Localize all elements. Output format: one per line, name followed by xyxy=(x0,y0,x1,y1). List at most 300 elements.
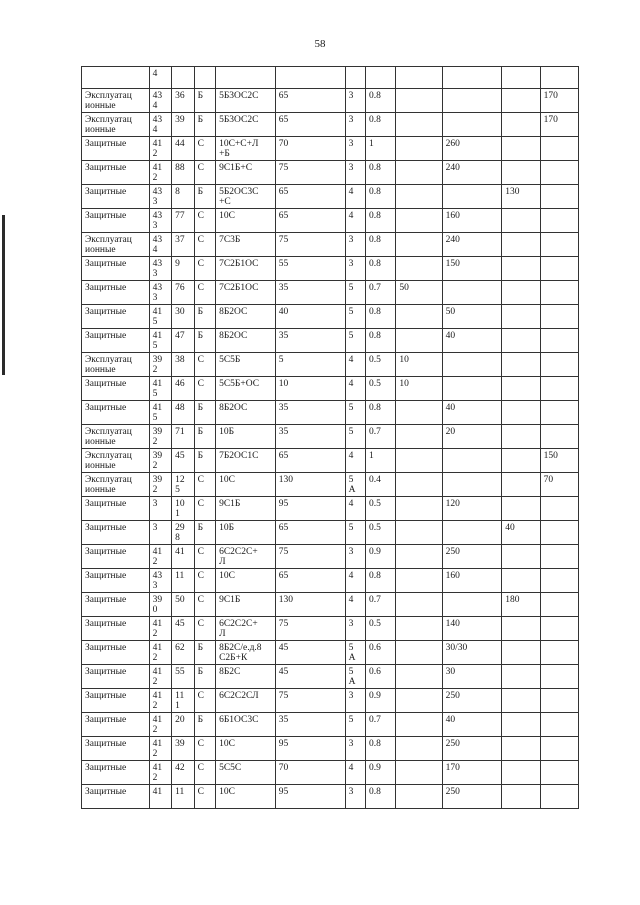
cell-density xyxy=(365,67,395,89)
cell-forest-category: Эксплуатац ионные xyxy=(82,233,150,257)
cell-quarter: 43 4 xyxy=(149,113,172,137)
cell-bonitet: 4 xyxy=(345,449,365,473)
cell-forest-category: Эксплуатац ионные xyxy=(82,89,150,113)
cell-species-group: Б xyxy=(194,113,215,137)
cell-stock-top xyxy=(540,137,578,161)
cell-stock-high xyxy=(502,737,540,761)
cell-species-group: Б xyxy=(194,401,215,425)
cell-stock-10 xyxy=(396,617,442,641)
cell-stock-mid xyxy=(442,353,502,377)
cell-density: 0.9 xyxy=(365,545,395,569)
cell-stock-mid: 240 xyxy=(442,161,502,185)
cell-plot xyxy=(172,67,195,89)
cell-stock-mid xyxy=(442,449,502,473)
cell-stock-mid xyxy=(442,473,502,497)
cell-species-group: Б xyxy=(194,89,215,113)
cell-plot: 48 xyxy=(172,401,195,425)
cell-stock-high xyxy=(502,425,540,449)
cell-density: 0.8 xyxy=(365,329,395,353)
cell-species-group: Б xyxy=(194,641,215,665)
cell-stock-mid: 250 xyxy=(442,689,502,713)
cell-stock-high: 40 xyxy=(502,521,540,545)
table-row xyxy=(82,641,579,665)
cell-composition: 10С xyxy=(216,785,276,809)
cell-composition: 5С5Б xyxy=(216,353,276,377)
cell-stock-10 xyxy=(396,593,442,617)
cell-bonitet: 5 xyxy=(345,329,365,353)
cell-age: 65 xyxy=(275,185,345,209)
cell-density: 0.5 xyxy=(365,497,395,521)
cell-stock-high: 180 xyxy=(502,593,540,617)
cell-species-group: Б xyxy=(194,305,215,329)
cell-quarter: 41 5 xyxy=(149,329,172,353)
cell-forest-category: Эксплуатац ионные xyxy=(82,113,150,137)
cell-species-group: С xyxy=(194,785,215,809)
cell-stock-mid xyxy=(442,281,502,305)
cell-stock-high xyxy=(502,257,540,281)
cell-stock-high xyxy=(502,329,540,353)
cell-plot: 12 5 xyxy=(172,473,195,497)
cell-stock-mid: 20 xyxy=(442,425,502,449)
cell-quarter: 39 2 xyxy=(149,473,172,497)
binding-mark xyxy=(2,215,5,375)
cell-quarter: 41 5 xyxy=(149,305,172,329)
cell-stock-mid xyxy=(442,67,502,89)
cell-quarter: 41 2 xyxy=(149,737,172,761)
cell-bonitet: 5 xyxy=(345,401,365,425)
cell-composition: 10С xyxy=(216,209,276,233)
cell-bonitet: 3 xyxy=(345,785,365,809)
cell-composition: 5С5Б+ОС xyxy=(216,377,276,401)
cell-species-group: Б xyxy=(194,425,215,449)
cell-stock-top xyxy=(540,713,578,737)
cell-stock-10 xyxy=(396,713,442,737)
cell-forest-category: Защитные xyxy=(82,281,150,305)
cell-quarter: 41 2 xyxy=(149,161,172,185)
cell-stock-mid xyxy=(442,377,502,401)
cell-plot: 42 xyxy=(172,761,195,785)
cell-stock-top xyxy=(540,401,578,425)
cell-stock-high xyxy=(502,353,540,377)
cell-age: 35 xyxy=(275,425,345,449)
cell-density: 0.7 xyxy=(365,713,395,737)
cell-bonitet: 4 xyxy=(345,761,365,785)
table-row xyxy=(82,545,579,569)
cell-composition xyxy=(216,67,276,89)
cell-forest-category: Защитные xyxy=(82,569,150,593)
cell-species-group: С xyxy=(194,161,215,185)
cell-stock-10 xyxy=(396,185,442,209)
cell-stock-top xyxy=(540,209,578,233)
cell-forest-category: Защитные xyxy=(82,329,150,353)
cell-composition: 7С2Б1ОС xyxy=(216,257,276,281)
cell-stock-top xyxy=(540,185,578,209)
cell-composition: 8Б2С xyxy=(216,665,276,689)
cell-stock-mid: 150 xyxy=(442,257,502,281)
cell-stock-10 xyxy=(396,257,442,281)
cell-stock-mid: 140 xyxy=(442,617,502,641)
cell-plot: 11 xyxy=(172,785,195,809)
cell-stock-10 xyxy=(396,89,442,113)
cell-plot: 45 xyxy=(172,617,195,641)
cell-plot: 46 xyxy=(172,377,195,401)
cell-plot: 8 xyxy=(172,185,195,209)
cell-age: 35 xyxy=(275,281,345,305)
cell-plot: 55 xyxy=(172,665,195,689)
cell-quarter: 3 xyxy=(149,497,172,521)
table-row xyxy=(82,353,579,377)
table-body xyxy=(82,67,579,809)
cell-quarter: 43 3 xyxy=(149,257,172,281)
cell-stock-top xyxy=(540,521,578,545)
cell-age: 65 xyxy=(275,209,345,233)
cell-stock-10 xyxy=(396,67,442,89)
cell-forest-category: Защитные xyxy=(82,665,150,689)
cell-composition: 9С1Б+С xyxy=(216,161,276,185)
cell-bonitet: 3 xyxy=(345,89,365,113)
cell-bonitet: 3 xyxy=(345,257,365,281)
cell-forest-category: Эксплуатац ионные xyxy=(82,425,150,449)
cell-forest-category: Защитные xyxy=(82,305,150,329)
cell-age: 35 xyxy=(275,401,345,425)
cell-forest-category xyxy=(82,67,150,89)
cell-quarter: 3 xyxy=(149,521,172,545)
cell-bonitet: 4 xyxy=(345,209,365,233)
cell-stock-mid xyxy=(442,521,502,545)
cell-bonitet: 4 xyxy=(345,593,365,617)
cell-stock-high xyxy=(502,233,540,257)
table-row xyxy=(82,185,579,209)
cell-stock-mid xyxy=(442,593,502,617)
table-row xyxy=(82,761,579,785)
cell-quarter: 41 2 xyxy=(149,641,172,665)
cell-stock-top xyxy=(540,353,578,377)
cell-stock-high xyxy=(502,449,540,473)
cell-stock-mid: 40 xyxy=(442,329,502,353)
cell-age: 95 xyxy=(275,737,345,761)
cell-plot: 62 xyxy=(172,641,195,665)
cell-bonitet: 4 xyxy=(345,377,365,401)
cell-quarter: 41 2 xyxy=(149,689,172,713)
cell-species-group xyxy=(194,67,215,89)
cell-stock-10 xyxy=(396,545,442,569)
cell-stock-top xyxy=(540,67,578,89)
cell-species-group: С xyxy=(194,545,215,569)
cell-stock-10 xyxy=(396,761,442,785)
cell-age: 55 xyxy=(275,257,345,281)
cell-stock-mid: 40 xyxy=(442,401,502,425)
cell-density: 0.8 xyxy=(365,113,395,137)
cell-density: 0.9 xyxy=(365,689,395,713)
cell-composition: 8Б2ОС xyxy=(216,305,276,329)
cell-stock-top: 150 xyxy=(540,449,578,473)
cell-forest-category: Защитные xyxy=(82,185,150,209)
cell-composition: 5С5С xyxy=(216,761,276,785)
cell-composition: 5Б3ОС2С xyxy=(216,89,276,113)
cell-density: 0.9 xyxy=(365,761,395,785)
cell-density: 0.8 xyxy=(365,737,395,761)
cell-density: 0.8 xyxy=(365,401,395,425)
cell-stock-top xyxy=(540,377,578,401)
cell-composition: 10Б xyxy=(216,521,276,545)
cell-age: 35 xyxy=(275,329,345,353)
cell-stock-mid: 30 xyxy=(442,665,502,689)
cell-stock-mid: 250 xyxy=(442,785,502,809)
cell-bonitet: 3 xyxy=(345,689,365,713)
cell-bonitet xyxy=(345,67,365,89)
table-row xyxy=(82,617,579,641)
cell-species-group: С xyxy=(194,377,215,401)
cell-age: 70 xyxy=(275,761,345,785)
cell-stock-10 xyxy=(396,641,442,665)
cell-bonitet: 5 А xyxy=(345,665,365,689)
cell-quarter: 41 xyxy=(149,785,172,809)
cell-species-group: С xyxy=(194,689,215,713)
cell-stock-mid: 160 xyxy=(442,569,502,593)
cell-age: 65 xyxy=(275,113,345,137)
cell-stock-10 xyxy=(396,569,442,593)
cell-stock-10 xyxy=(396,473,442,497)
cell-age: 130 xyxy=(275,473,345,497)
cell-species-group: Б xyxy=(194,329,215,353)
cell-quarter: 41 5 xyxy=(149,377,172,401)
table-row xyxy=(82,161,579,185)
cell-forest-category: Защитные xyxy=(82,401,150,425)
cell-stock-10 xyxy=(396,137,442,161)
cell-forest-category: Защитные xyxy=(82,161,150,185)
cell-stock-top xyxy=(540,785,578,809)
table-row xyxy=(82,449,579,473)
cell-species-group: С xyxy=(194,233,215,257)
cell-density: 0.8 xyxy=(365,161,395,185)
cell-bonitet: 5 xyxy=(345,305,365,329)
cell-density: 0.8 xyxy=(365,305,395,329)
cell-stock-mid: 260 xyxy=(442,137,502,161)
cell-forest-category: Защитные xyxy=(82,209,150,233)
cell-stock-high xyxy=(502,689,540,713)
cell-bonitet: 4 xyxy=(345,569,365,593)
cell-age: 65 xyxy=(275,89,345,113)
table-row xyxy=(82,425,579,449)
cell-density: 0.8 xyxy=(365,185,395,209)
cell-age: 45 xyxy=(275,641,345,665)
cell-stock-mid: 40 xyxy=(442,713,502,737)
table-row xyxy=(82,377,579,401)
cell-stock-high xyxy=(502,113,540,137)
cell-stock-top: 70 xyxy=(540,473,578,497)
cell-bonitet: 4 xyxy=(345,353,365,377)
cell-plot: 47 xyxy=(172,329,195,353)
cell-age: 75 xyxy=(275,233,345,257)
cell-age: 65 xyxy=(275,521,345,545)
cell-composition: 5Б3ОС2С xyxy=(216,113,276,137)
cell-quarter: 43 3 xyxy=(149,281,172,305)
table-row xyxy=(82,569,579,593)
cell-stock-top xyxy=(540,569,578,593)
cell-age: 75 xyxy=(275,689,345,713)
cell-age: 5 xyxy=(275,353,345,377)
cell-plot: 37 xyxy=(172,233,195,257)
table-row xyxy=(82,593,579,617)
cell-quarter: 41 2 xyxy=(149,545,172,569)
cell-species-group: Б xyxy=(194,665,215,689)
cell-quarter: 43 4 xyxy=(149,233,172,257)
cell-forest-category: Защитные xyxy=(82,377,150,401)
cell-species-group: С xyxy=(194,737,215,761)
table-row xyxy=(82,737,579,761)
table-row xyxy=(82,113,579,137)
cell-species-group: Б xyxy=(194,521,215,545)
cell-stock-10 xyxy=(396,689,442,713)
cell-age: 75 xyxy=(275,545,345,569)
cell-quarter: 39 2 xyxy=(149,449,172,473)
cell-forest-category: Защитные xyxy=(82,497,150,521)
cell-stock-top xyxy=(540,737,578,761)
cell-bonitet: 5 xyxy=(345,425,365,449)
cell-density: 0.8 xyxy=(365,209,395,233)
cell-density: 0.7 xyxy=(365,593,395,617)
cell-quarter: 41 5 xyxy=(149,401,172,425)
cell-forest-category: Защитные xyxy=(82,785,150,809)
cell-stock-mid: 170 xyxy=(442,761,502,785)
cell-bonitet: 5 А xyxy=(345,641,365,665)
cell-plot: 45 xyxy=(172,449,195,473)
cell-quarter: 43 4 xyxy=(149,89,172,113)
cell-age xyxy=(275,67,345,89)
cell-stock-high xyxy=(502,665,540,689)
cell-quarter: 43 3 xyxy=(149,209,172,233)
cell-species-group: С xyxy=(194,473,215,497)
table-row xyxy=(82,497,579,521)
cell-density: 0.4 xyxy=(365,473,395,497)
cell-age: 10 xyxy=(275,377,345,401)
cell-composition: 7С3Б xyxy=(216,233,276,257)
cell-forest-category: Защитные xyxy=(82,713,150,737)
cell-age: 75 xyxy=(275,161,345,185)
cell-bonitet: 5 А xyxy=(345,473,365,497)
cell-plot: 39 xyxy=(172,737,195,761)
cell-quarter: 41 2 xyxy=(149,617,172,641)
cell-stock-high xyxy=(502,377,540,401)
cell-quarter: 41 2 xyxy=(149,665,172,689)
cell-quarter: 41 2 xyxy=(149,761,172,785)
cell-plot: 29 8 xyxy=(172,521,195,545)
cell-stock-top xyxy=(540,305,578,329)
cell-stock-high xyxy=(502,281,540,305)
cell-stock-high xyxy=(502,209,540,233)
cell-stock-10 xyxy=(396,113,442,137)
cell-stock-mid xyxy=(442,89,502,113)
cell-stock-high xyxy=(502,305,540,329)
cell-age: 40 xyxy=(275,305,345,329)
table-row xyxy=(82,521,579,545)
cell-stock-10 xyxy=(396,161,442,185)
cell-age: 65 xyxy=(275,569,345,593)
cell-species-group: С xyxy=(194,209,215,233)
table-row xyxy=(82,713,579,737)
cell-bonitet: 5 xyxy=(345,521,365,545)
page-number: 58 xyxy=(314,38,326,50)
cell-stock-mid: 250 xyxy=(442,737,502,761)
cell-bonitet: 3 xyxy=(345,233,365,257)
cell-species-group: С xyxy=(194,497,215,521)
cell-composition: 7Б2ОС1С xyxy=(216,449,276,473)
cell-quarter: 43 3 xyxy=(149,569,172,593)
cell-stock-mid: 250 xyxy=(442,545,502,569)
cell-age: 65 xyxy=(275,449,345,473)
cell-species-group: Б xyxy=(194,713,215,737)
cell-stock-10 xyxy=(396,497,442,521)
cell-composition: 10С+С+Л +Б xyxy=(216,137,276,161)
table-row xyxy=(82,689,579,713)
cell-density: 0.8 xyxy=(365,785,395,809)
cell-composition: 6С2С2С+ Л xyxy=(216,617,276,641)
table-row xyxy=(82,473,579,497)
table-row xyxy=(82,137,579,161)
cell-plot: 88 xyxy=(172,161,195,185)
cell-composition: 6Б1ОС3С xyxy=(216,713,276,737)
cell-density: 0.6 xyxy=(365,665,395,689)
cell-stock-top xyxy=(540,665,578,689)
cell-stock-10 xyxy=(396,233,442,257)
cell-density: 1 xyxy=(365,137,395,161)
cell-density: 0.7 xyxy=(365,281,395,305)
cell-stock-top xyxy=(540,545,578,569)
cell-plot: 20 xyxy=(172,713,195,737)
cell-composition: 8Б2ОС xyxy=(216,329,276,353)
cell-stock-mid xyxy=(442,113,502,137)
cell-species-group: С xyxy=(194,617,215,641)
cell-stock-high xyxy=(502,545,540,569)
cell-quarter: 43 3 xyxy=(149,185,172,209)
cell-density: 0.8 xyxy=(365,89,395,113)
cell-plot: 36 xyxy=(172,89,195,113)
cell-forest-category: Защитные xyxy=(82,137,150,161)
cell-stock-mid: 30/30 xyxy=(442,641,502,665)
cell-bonitet: 4 xyxy=(345,185,365,209)
cell-species-group: С xyxy=(194,593,215,617)
cell-composition: 10С xyxy=(216,737,276,761)
cell-forest-category: Защитные xyxy=(82,257,150,281)
cell-quarter: 39 0 xyxy=(149,593,172,617)
cell-stock-high xyxy=(502,497,540,521)
cell-stock-10 xyxy=(396,209,442,233)
cell-bonitet: 5 xyxy=(345,281,365,305)
cell-composition: 6С2С2С+ Л xyxy=(216,545,276,569)
cell-forest-category: Защитные xyxy=(82,761,150,785)
cell-composition: 5Б2ОС3С +С xyxy=(216,185,276,209)
cell-stock-high: 130 xyxy=(502,185,540,209)
cell-stock-high xyxy=(502,617,540,641)
cell-forest-category: Защитные xyxy=(82,641,150,665)
cell-quarter: 4 xyxy=(149,67,172,89)
cell-composition: 8Б2С/е.д.8 С2Б+К xyxy=(216,641,276,665)
cell-forest-category: Защитные xyxy=(82,617,150,641)
cell-bonitet: 3 xyxy=(345,737,365,761)
cell-stock-high xyxy=(502,161,540,185)
cell-age: 95 xyxy=(275,785,345,809)
cell-composition: 8Б2ОС xyxy=(216,401,276,425)
cell-bonitet: 3 xyxy=(345,113,365,137)
cell-stock-high xyxy=(502,569,540,593)
cell-plot: 77 xyxy=(172,209,195,233)
cell-stock-high xyxy=(502,473,540,497)
cell-quarter: 41 2 xyxy=(149,713,172,737)
cell-density: 0.8 xyxy=(365,569,395,593)
cell-bonitet: 3 xyxy=(345,617,365,641)
cell-plot: 39 xyxy=(172,113,195,137)
cell-plot: 71 xyxy=(172,425,195,449)
